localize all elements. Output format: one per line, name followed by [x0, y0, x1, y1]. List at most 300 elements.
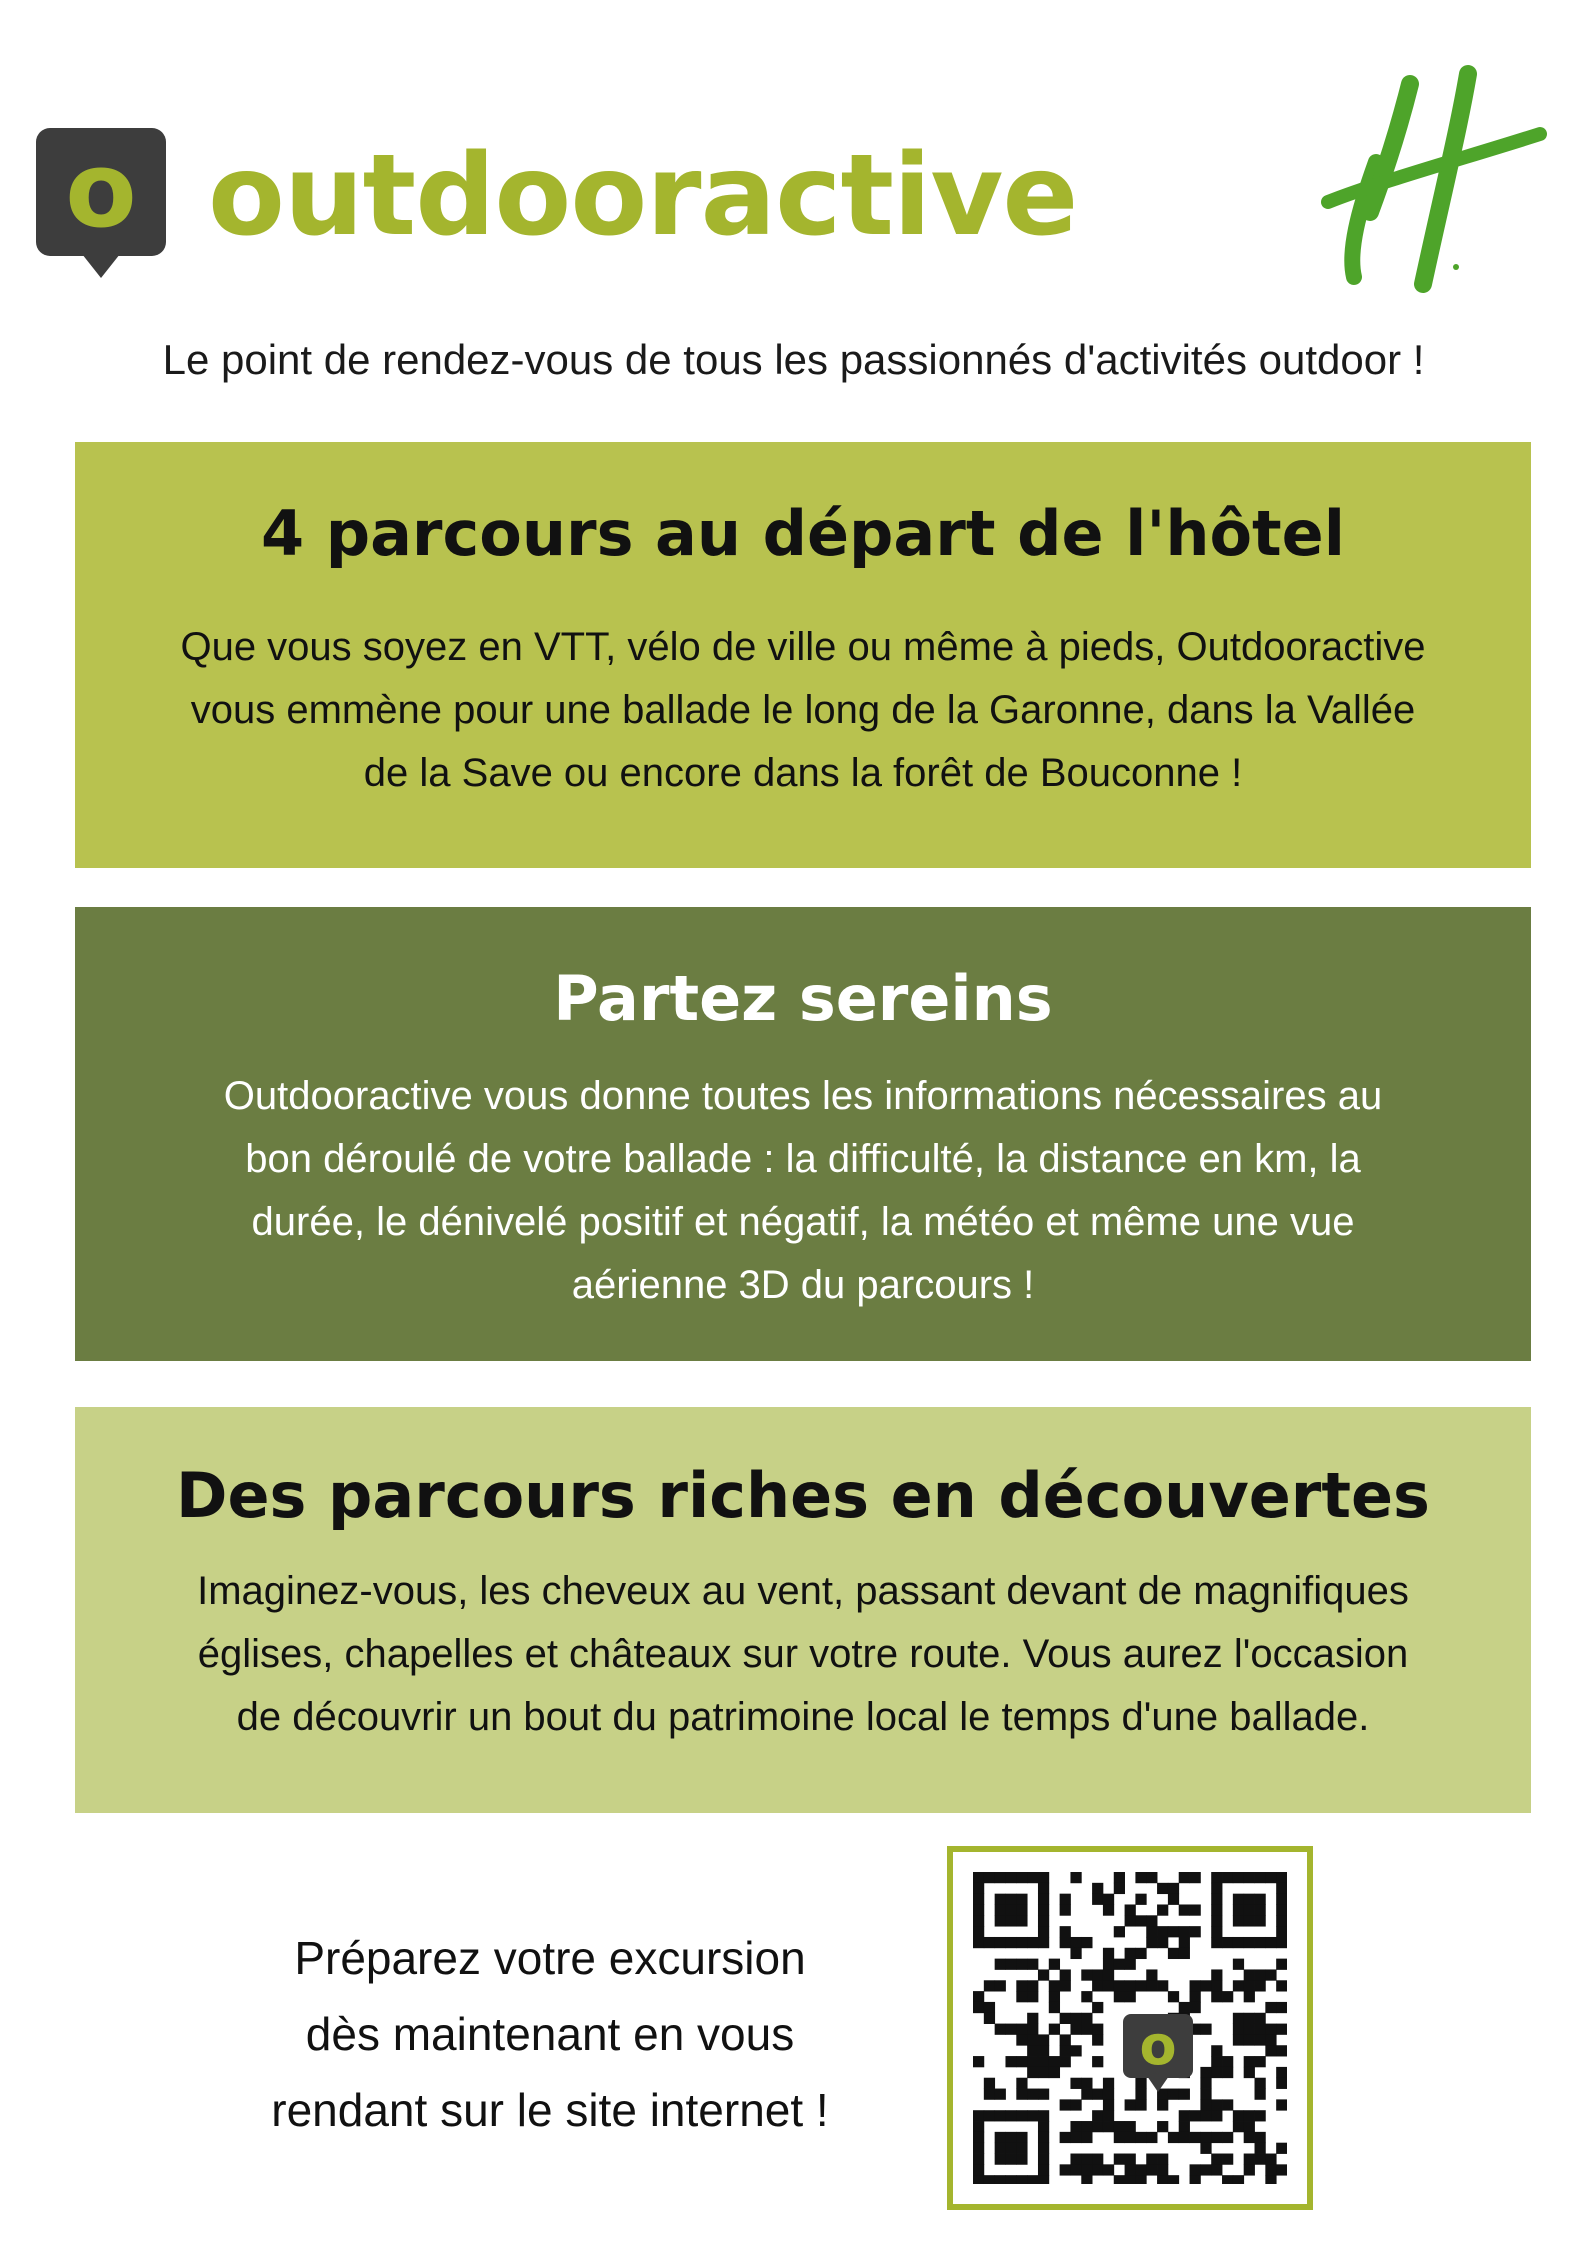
qr-module: [973, 2143, 984, 2154]
qr-module: [1276, 2143, 1287, 2154]
qr-module: [1049, 2024, 1060, 2035]
qr-module: [1222, 1991, 1233, 2002]
body-line: durée, le dénivelé positif et négatif, la météo et même une vue: [251, 1200, 1355, 1245]
qr-module: [1016, 2132, 1027, 2143]
cta-line: rendant sur le site internet !: [271, 2084, 829, 2136]
qr-module: [1233, 2175, 1244, 2184]
qr-module: [995, 1894, 1006, 1905]
qr-module: [1211, 2099, 1222, 2110]
qr-module: [1103, 1948, 1114, 1959]
qr-module: [1157, 1980, 1168, 1991]
qr-module: [1016, 2154, 1027, 2165]
qr-module: [1016, 1894, 1027, 1905]
qr-module: [1038, 2154, 1049, 2165]
qr-module: [1060, 2034, 1071, 2045]
qr-module: [1157, 1883, 1168, 1894]
qr-module: [1168, 1991, 1179, 2002]
qr-module: [1027, 2045, 1038, 2056]
qr-module: [1038, 2110, 1049, 2121]
qr-module: [1005, 1894, 1016, 1905]
qr-module: [1233, 1904, 1244, 1915]
qr-module: [1081, 2013, 1092, 2024]
qr-module: [1038, 2067, 1049, 2078]
qr-module: [984, 2175, 995, 2184]
qr-module: [995, 2110, 1006, 2121]
qr-module: [1190, 1980, 1201, 1991]
qr-module: [1211, 2045, 1222, 2056]
qr-module: [1060, 2013, 1071, 2024]
qr-code[interactable]: [947, 1846, 1313, 2210]
call-to-action: [170, 1920, 930, 2148]
qr-module: [1190, 2002, 1201, 2013]
qr-module: [1081, 2175, 1092, 2184]
qr-module: [1179, 1926, 1190, 1937]
section-partez-sereins: [75, 907, 1531, 1361]
qr-module: [1200, 1980, 1211, 1991]
hotel-logo: [1318, 62, 1548, 302]
qr-module: [1016, 2024, 1027, 2035]
body-line: de la Save ou encore dans la forêt de Bouconne !: [363, 751, 1243, 796]
qr-module: [1168, 1883, 1179, 1894]
qr-module: [1027, 1991, 1038, 2002]
qr-module: [1016, 2110, 1027, 2121]
qr-module: [1016, 1915, 1027, 1926]
qr-module: [1081, 2078, 1092, 2089]
qr-module: [1005, 2024, 1016, 2035]
qr-module: [1135, 1948, 1146, 1959]
qr-module: [1125, 2121, 1136, 2132]
qr-module: [1016, 1904, 1027, 1915]
qr-module: [1125, 1904, 1136, 1915]
qr-module: [1070, 2013, 1081, 2024]
qr-module: [1233, 1937, 1244, 1948]
qr-module: [1190, 1904, 1201, 1915]
qr-module: [984, 1937, 995, 1948]
qr-module: [1103, 2121, 1114, 2132]
qr-module: [1211, 1926, 1222, 1937]
qr-module: [1027, 2067, 1038, 2078]
qr-module: [995, 2143, 1006, 2154]
qr-module: [1211, 1872, 1222, 1883]
qr-module: [1233, 1959, 1244, 1970]
qr-module: [1081, 2089, 1092, 2100]
qr-module: [1168, 1926, 1179, 1937]
qr-module: [1092, 1969, 1103, 1980]
qr-module: [995, 2132, 1006, 2143]
qr-module: [1081, 1969, 1092, 1980]
qr-module: [1016, 1872, 1027, 1883]
qr-module: [1146, 1872, 1157, 1883]
qr-module: [1027, 2024, 1038, 2035]
qr-module: [1092, 2089, 1103, 2100]
qr-module: [1070, 2132, 1081, 2143]
qr-module: [1049, 2056, 1060, 2067]
section-parcours-depart: [75, 442, 1531, 868]
qr-module: [1146, 1937, 1157, 1948]
qr-module: [1038, 2175, 1049, 2184]
qr-module: [1092, 2154, 1103, 2165]
qr-module: [1070, 2121, 1081, 2132]
qr-module: [1081, 2154, 1092, 2165]
qr-module: [1125, 1980, 1136, 1991]
qr-module: [1070, 1872, 1081, 1883]
qr-module: [984, 1980, 995, 1991]
qr-module: [1114, 1926, 1125, 1937]
qr-module: [1244, 1969, 1255, 1980]
tagline: Le point de rendez-vous de tous les passionnés d'activités outdoor !: [162, 336, 1425, 383]
qr-module: [1146, 1915, 1157, 1926]
body-line: églises, chapelles et châteaux sur votre route. Vous aurez l'occasion: [197, 1632, 1409, 1677]
qr-module: [1255, 2143, 1266, 2154]
qr-module: [973, 1894, 984, 1905]
qr-module: [973, 2056, 984, 2067]
qr-module: [1016, 1980, 1027, 1991]
qr-module: [1222, 2132, 1233, 2143]
qr-module: [1211, 2110, 1222, 2121]
qr-module: [1027, 2013, 1038, 2024]
qr-module: [1038, 1883, 1049, 1894]
qr-module: [1049, 1980, 1060, 1991]
qr-module: [1005, 1872, 1016, 1883]
qr-module: [1070, 1948, 1081, 1959]
badge-letter: o: [1139, 2014, 1177, 2077]
qr-module: [1255, 1969, 1266, 1980]
qr-module: [1222, 1872, 1233, 1883]
qr-module: [995, 2089, 1006, 2100]
qr-module: [1190, 1991, 1201, 2002]
qr-module: [1070, 2164, 1081, 2175]
qr-module: [995, 1915, 1006, 1926]
qr-module: [1038, 2164, 1049, 2175]
qr-module: [1233, 2013, 1244, 2024]
qr-module: [1146, 1926, 1157, 1937]
qr-module: [1092, 2110, 1103, 2121]
qr-module: [1255, 2132, 1266, 2143]
qr-module: [973, 1926, 984, 1937]
qr-module: [1005, 1915, 1016, 1926]
qr-module: [1081, 1991, 1092, 2002]
qr-module: [1211, 1883, 1222, 1894]
qr-module: [1081, 2164, 1092, 2175]
qr-module: [973, 1937, 984, 1948]
qr-module: [1103, 2110, 1114, 2121]
qr-module: [1092, 2024, 1103, 2035]
qr-module: [1244, 1980, 1255, 1991]
qr-module: [1027, 2056, 1038, 2067]
qr-module: [973, 1915, 984, 1926]
outdooractive-logo: [36, 128, 1077, 278]
qr-module: [1092, 2056, 1103, 2067]
qr-module: [1276, 1926, 1287, 1937]
qr-module: [995, 1959, 1006, 1970]
body-line: de découvrir un bout du patrimoine local le temps d'une ballade.: [236, 1695, 1370, 1740]
pin-letter: o: [65, 129, 137, 251]
qr-module: [1157, 1904, 1168, 1915]
qr-module: [1276, 1959, 1287, 1970]
qr-module: [1005, 2154, 1016, 2165]
qr-module: [1200, 2078, 1211, 2089]
section-title: Partez sereins: [553, 962, 1053, 1035]
qr-module: [1038, 1926, 1049, 1937]
qr-module: [1265, 2034, 1276, 2045]
qr-module: [1157, 2175, 1168, 2184]
qr-module: [984, 2013, 995, 2024]
qr-module: [1244, 2110, 1255, 2121]
qr-module: [1038, 1894, 1049, 1905]
qr-module: [973, 2164, 984, 2175]
qr-module: [1233, 2024, 1244, 2035]
qr-module: [1092, 2164, 1103, 2175]
qr-module: [1114, 1872, 1125, 1883]
qr-module: [1016, 2056, 1027, 2067]
qr-module: [1060, 1937, 1071, 1948]
qr-module: [1233, 1894, 1244, 1905]
qr-module: [1244, 2034, 1255, 2045]
holiday-inn-h-icon: [1318, 62, 1548, 302]
qr-module: [1255, 2056, 1266, 2067]
qr-module: [1276, 1980, 1287, 1991]
qr-module: [973, 1872, 984, 1883]
qr-module: [1190, 1872, 1201, 1883]
qr-module: [1265, 2164, 1276, 2175]
qr-module: [1200, 2024, 1211, 2035]
qr-module: [1016, 2034, 1027, 2045]
qr-module: [1125, 1991, 1136, 2002]
qr-module: [1060, 1894, 1071, 1905]
cta-line: Préparez votre excursion: [294, 1932, 806, 1984]
qr-module: [984, 2110, 995, 2121]
qr-module: [973, 2110, 984, 2121]
qr-module: [1114, 2154, 1125, 2165]
qr-module: [1233, 2034, 1244, 2045]
qr-module: [1211, 2164, 1222, 2175]
qr-module: [1070, 2154, 1081, 2165]
qr-module: [995, 2154, 1006, 2165]
qr-module: [1157, 1926, 1168, 1937]
body-line: Que vous soyez en VTT, vélo de ville ou même à pieds, Outdooractive: [180, 625, 1426, 670]
qr-module: [1103, 1894, 1114, 1905]
qr-module: [1103, 1959, 1114, 1970]
qr-module: [1200, 2132, 1211, 2143]
qr-module: [1103, 1980, 1114, 1991]
qr-module: [1125, 1948, 1136, 1959]
qr-module: [1265, 1937, 1276, 1948]
qr-module: [1255, 2110, 1266, 2121]
qr-module: [1038, 2089, 1049, 2100]
qr-module: [1092, 1894, 1103, 1905]
qr-module: [1125, 2175, 1136, 2184]
qr-module: [1027, 2110, 1038, 2121]
qr-module: [1092, 2034, 1103, 2045]
qr-module: [1233, 1915, 1244, 1926]
qr-module: [1276, 1904, 1287, 1915]
qr-module: [1233, 1980, 1244, 1991]
qr-module: [1255, 2013, 1266, 2024]
qr-module: [1255, 2024, 1266, 2035]
qr-module: [984, 2078, 995, 2089]
qr-module: [1103, 2164, 1114, 2175]
qr-module: [1222, 2099, 1233, 2110]
qr-module: [1027, 1959, 1038, 1970]
qr-module: [1103, 2089, 1114, 2100]
qr-module: [1135, 1894, 1146, 1905]
qr-module: [1092, 1883, 1103, 1894]
qr-module: [1060, 1926, 1071, 1937]
qr-module: [1255, 2078, 1266, 2089]
qr-module: [973, 1991, 984, 2002]
qr-module: [1049, 1959, 1060, 1970]
qr-module: [1244, 2121, 1255, 2132]
qr-module: [1244, 2154, 1255, 2165]
qr-module: [1135, 1872, 1146, 1883]
qr-module: [1244, 1872, 1255, 1883]
qr-module: [1146, 2132, 1157, 2143]
qr-module: [1070, 2024, 1081, 2035]
qr-module: [973, 1904, 984, 1915]
qr-module: [1114, 1959, 1125, 1970]
qr-module: [1038, 2056, 1049, 2067]
qr-module: [1049, 2002, 1060, 2013]
qr-module: [1168, 1894, 1179, 1905]
qr-module: [1200, 2067, 1211, 2078]
qr-module: [1016, 1937, 1027, 1948]
qr-module: [1190, 2175, 1201, 2184]
qr-module: [1276, 2002, 1287, 2013]
qr-module: [1146, 1969, 1157, 1980]
qr-module: [1244, 1937, 1255, 1948]
qr-module: [1125, 2099, 1136, 2110]
qr-module: [1190, 2132, 1201, 2143]
qr-module: [1276, 2078, 1287, 2089]
qr-module: [973, 2002, 984, 2013]
qr-module: [995, 1904, 1006, 1915]
qr-module: [1200, 2110, 1211, 2121]
section-body: [155, 1560, 1451, 1749]
qr-module: [1276, 1937, 1287, 1948]
qr-module: [1005, 1959, 1016, 1970]
qr-module: [1157, 2099, 1168, 2110]
qr-module: [1038, 1937, 1049, 1948]
qr-module: [1081, 2132, 1092, 2143]
qr-module: [1255, 2089, 1266, 2100]
qr-module: [1276, 1915, 1287, 1926]
qr-module: [1179, 1904, 1190, 1915]
qr-module: [1081, 1937, 1092, 1948]
qr-module: [1255, 1904, 1266, 1915]
qr-module: [1255, 1915, 1266, 1926]
qr-module: [1092, 1980, 1103, 1991]
qr-module: [1146, 2154, 1157, 2165]
qr-module: [995, 2175, 1006, 2184]
qr-module: [1092, 2121, 1103, 2132]
section-body: [195, 1065, 1411, 1317]
qr-module: [1244, 2067, 1255, 2078]
qr-module: [1005, 2132, 1016, 2143]
qr-module: [1038, 1872, 1049, 1883]
qr-module: [1276, 2067, 1287, 2078]
qr-module: [1179, 2002, 1190, 2013]
qr-module: [1135, 2175, 1146, 2184]
qr-module: [1049, 1991, 1060, 2002]
qr-module: [1168, 2175, 1179, 2184]
body-line: aérienne 3D du parcours !: [571, 1263, 1035, 1308]
qr-module: [1081, 2121, 1092, 2132]
qr-module: [1016, 2143, 1027, 2154]
body-line: Outdooractive vous donne toutes les informations nécessaires au: [223, 1074, 1383, 1119]
qr-module: [1103, 1969, 1114, 1980]
qr-module: [1265, 2045, 1276, 2056]
qr-module: [1211, 1894, 1222, 1905]
qr-module: [1179, 2121, 1190, 2132]
qr-module: [1244, 2056, 1255, 2067]
qr-module: [1060, 2164, 1071, 2175]
qr-module: [1125, 1959, 1136, 1970]
qr-module: [1211, 1980, 1222, 1991]
qr-module: [1060, 2045, 1071, 2056]
qr-module: [1265, 2002, 1276, 2013]
qr-module: [1200, 2089, 1211, 2100]
brand-wordmark: outdooractive: [208, 131, 1078, 261]
qr-module: [1244, 1915, 1255, 1926]
qr-module: [1276, 2099, 1287, 2110]
qr-module: [1125, 2132, 1136, 2143]
qr-module: [1027, 2089, 1038, 2100]
qr-module: [1005, 1937, 1016, 1948]
body-line: Imaginez-vous, les cheveux au vent, passant devant de magnifiques: [197, 1569, 1409, 1614]
qr-module: [1265, 1969, 1276, 1980]
section-decouvertes: [75, 1407, 1531, 1813]
qr-module: [1038, 2045, 1049, 2056]
qr-module: [1016, 1991, 1027, 2002]
qr-module: [1211, 1991, 1222, 2002]
qr-module: [1114, 1883, 1125, 1894]
qr-module: [1211, 1969, 1222, 1980]
qr-module: [1038, 2143, 1049, 2154]
qr-module: [1060, 2056, 1071, 2067]
qr-module: [1190, 2110, 1201, 2121]
section-body: [175, 616, 1431, 805]
qr-module: [1265, 2154, 1276, 2165]
qr-module: [1081, 2024, 1092, 2035]
qr-module: [1276, 1872, 1287, 1883]
qr-module: [995, 1937, 1006, 1948]
qr-module: [1244, 2013, 1255, 2024]
qr-module: [1168, 2132, 1179, 2143]
qr-module: [1005, 1904, 1016, 1915]
qr-module: [1211, 2056, 1222, 2067]
qr-module: [1255, 2154, 1266, 2165]
section-title: 4 parcours au départ de l'hôtel: [260, 497, 1345, 570]
qr-module: [1222, 2067, 1233, 2078]
qr-module: [1038, 1969, 1049, 1980]
outdooractive-pin-icon: [36, 128, 166, 278]
qr-module: [1060, 1980, 1071, 1991]
qr-module: [1114, 2121, 1125, 2132]
qr-module: [1222, 2154, 1233, 2165]
qr-module: [1200, 2164, 1211, 2175]
qr-module: [1211, 1937, 1222, 1948]
qr-module: [995, 1872, 1006, 1883]
qr-module: [1276, 1883, 1287, 1894]
qr-module: [1244, 1991, 1255, 2002]
qr-module: [973, 1883, 984, 1894]
qr-module: [1016, 2089, 1027, 2100]
qr-module: [1027, 1872, 1038, 1883]
body-line: vous emmène pour une ballade le long de la Garonne, dans la Vallée: [190, 688, 1416, 733]
qr-module: [1233, 2110, 1244, 2121]
qr-module: [1103, 2099, 1114, 2110]
qr-module: [1027, 2175, 1038, 2184]
